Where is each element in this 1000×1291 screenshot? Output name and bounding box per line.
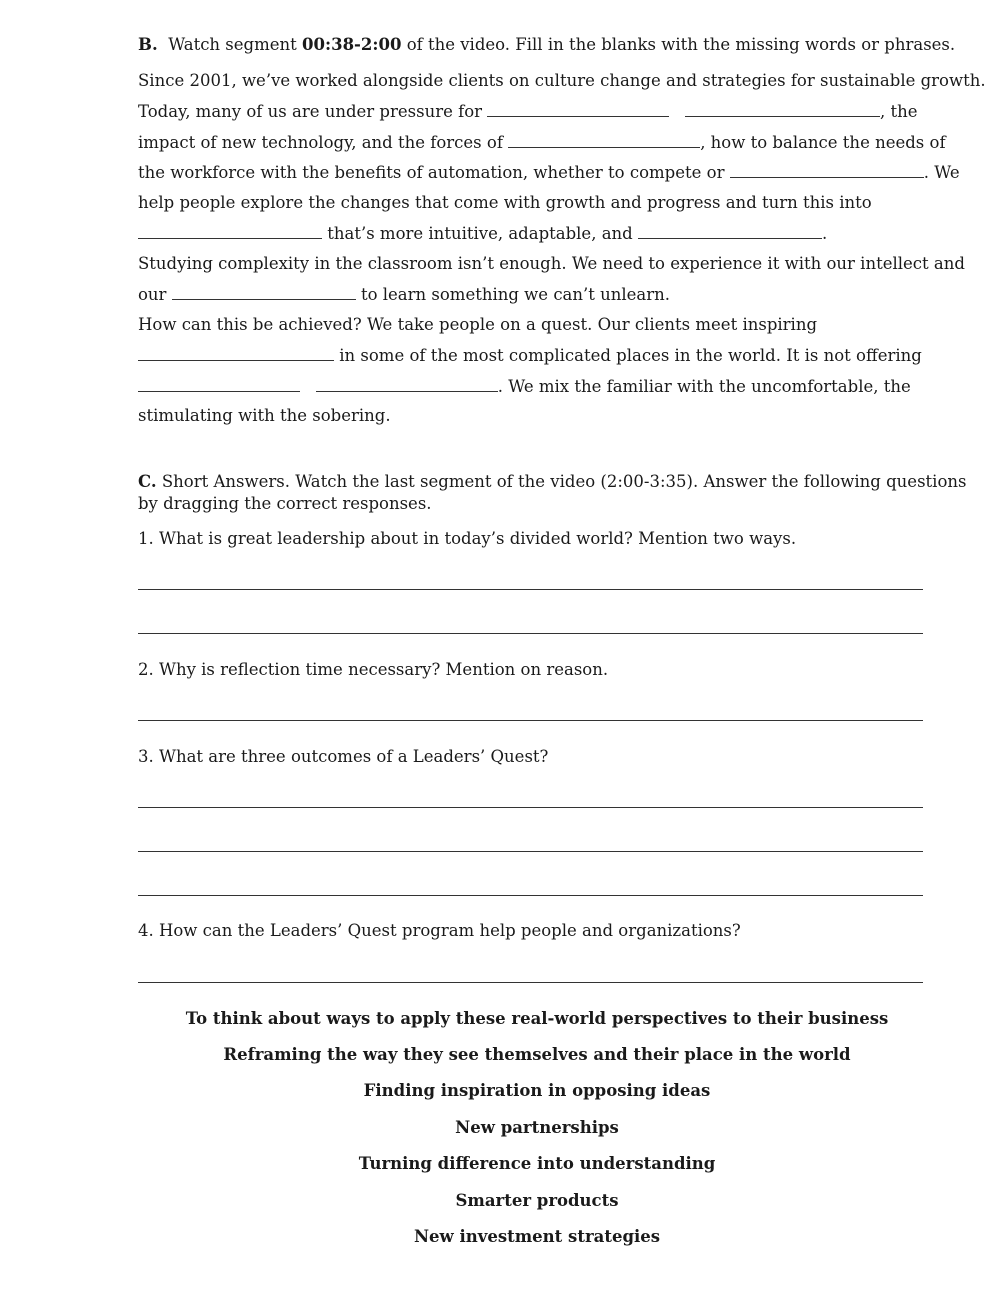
passage-text: impact of new technology, and the forces of: [138, 133, 503, 152]
passage-line-8: [138, 284, 670, 305]
passage-text: that’s more intuitive, adaptable, and: [327, 224, 633, 243]
passage-text: to learn something we can’t unlearn.: [360, 285, 671, 304]
draggable-option-6[interactable]: Smarter products: [455, 1191, 619, 1210]
section-b-suffix: of the video. Fill in the blanks with the missing words or phrases.: [406, 35, 956, 54]
passage-text: . We mix the familiar with the uncomfortable, the: [497, 377, 911, 396]
answer-line-q3-a[interactable]: [138, 807, 923, 808]
section-b-instructions: [138, 35, 955, 55]
passage-line-7: Studying complexity in the classroom isn’t enough. We need to experience it with our intellect and: [138, 254, 965, 273]
fill-blank-7[interactable]: [172, 284, 356, 300]
passage-line-9: How can this be achieved? We take people on a quest. Our clients meet inspiring: [138, 315, 818, 334]
passage-line-2: [138, 101, 918, 122]
passage-text: .: [821, 224, 828, 243]
fill-blank-3[interactable]: [508, 132, 700, 148]
fill-blank-9[interactable]: [138, 376, 300, 392]
answer-line-q3-b[interactable]: [138, 851, 923, 852]
passage-line-5: help people explore the changes that come with growth and progress and turn this into: [138, 193, 872, 212]
draggable-option-3[interactable]: Finding inspiration in opposing ideas: [363, 1081, 711, 1100]
passage-text: our: [138, 285, 167, 304]
passage-line-4: [138, 162, 960, 183]
fill-blank-1[interactable]: [487, 101, 669, 117]
section-b-letter: B.: [138, 35, 158, 54]
passage-text: the workforce with the benefits of automation, whether to compete or: [138, 163, 725, 182]
passage-text: , how to balance the needs of: [700, 133, 946, 152]
section-b-segment: 00:38-2:00: [302, 35, 402, 54]
section-b-prefix: Watch segment: [168, 35, 297, 54]
fill-blank-8[interactable]: [138, 345, 334, 361]
passage-line-6: [138, 223, 827, 244]
passage-line-1: Since 2001, we’ve worked alongside clients on culture change and strategies for sustainable growth.: [138, 71, 986, 90]
draggable-option-7[interactable]: New investment strategies: [413, 1227, 661, 1246]
passage-line-11: [138, 376, 911, 397]
answer-line-q2[interactable]: [138, 720, 923, 721]
question-3: 3. What are three outcomes of a Leaders’ Quest?: [138, 747, 549, 766]
fill-blank-10[interactable]: [316, 376, 498, 392]
fill-blank-4[interactable]: [730, 162, 924, 178]
question-1: 1. What is great leadership about in today’s divided world? Mention two ways.: [138, 529, 797, 548]
passage-line-3: [138, 132, 946, 153]
draggable-option-5[interactable]: Turning difference into understanding: [358, 1154, 716, 1173]
draggable-option-4[interactable]: New partnerships: [455, 1118, 619, 1137]
passage-text: in some of the most complicated places in the world. It is not offering: [339, 346, 922, 365]
question-4: 4. How can the Leaders’ Quest program help people and organizations?: [138, 921, 741, 940]
section-c-letter: C.: [138, 472, 157, 491]
section-c-intro: Short Answers. Watch the last segment of the video (2:00-3:35). Answer the following questions: [161, 472, 967, 491]
answer-line-q1-a[interactable]: [138, 589, 923, 590]
section-c-instructions: [138, 472, 966, 492]
answer-line-q4[interactable]: [138, 982, 923, 983]
answer-line-q3-c[interactable]: [138, 895, 923, 896]
draggable-option-2[interactable]: Reframing the way they see themselves and their place in the world: [223, 1045, 851, 1064]
passage-text: . We: [923, 163, 960, 182]
answer-line-q1-b[interactable]: [138, 633, 923, 634]
fill-blank-6[interactable]: [638, 223, 822, 239]
section-c-intro-line-2: by dragging the correct responses.: [138, 494, 432, 513]
passage-text: Today, many of us are under pressure for: [138, 102, 483, 121]
question-2: 2. Why is reflection time necessary? Mention on reason.: [138, 660, 609, 679]
draggable-option-1[interactable]: To think about ways to apply these real-world perspectives to their business: [185, 1009, 889, 1028]
fill-blank-5[interactable]: [138, 223, 322, 239]
passage-line-10: [138, 345, 922, 366]
passage-text: , the: [880, 102, 918, 121]
passage-line-12: stimulating with the sobering.: [138, 406, 391, 425]
fill-blank-2[interactable]: [685, 101, 880, 117]
